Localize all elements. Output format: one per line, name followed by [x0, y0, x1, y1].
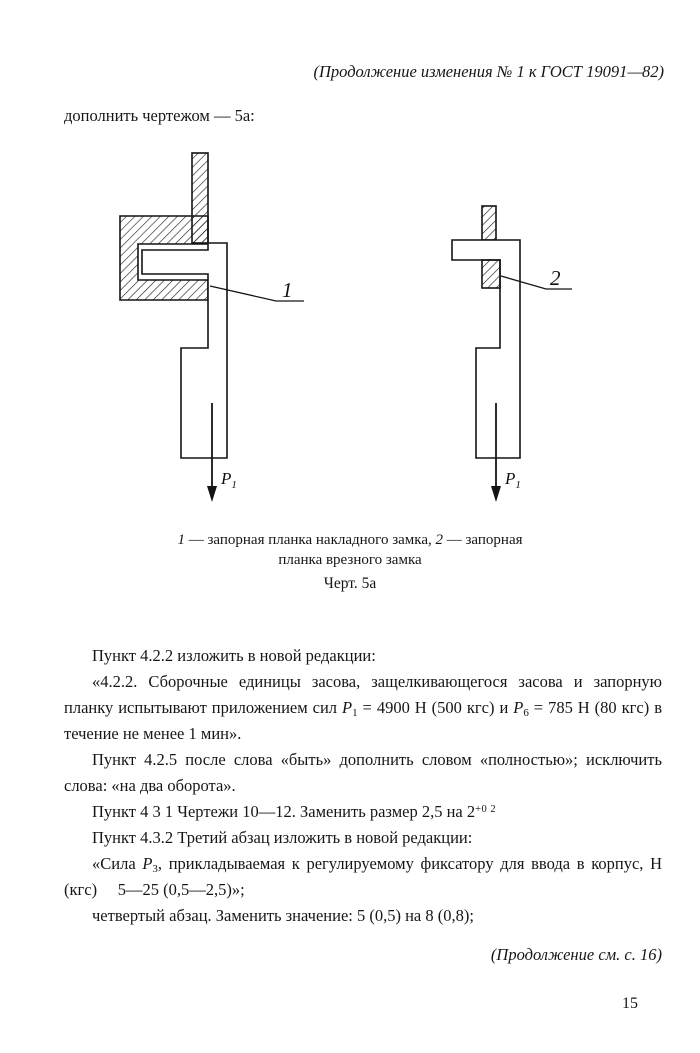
figure-5a: [0, 148, 700, 593]
paragraph: четвертый абзац. Заменить значение: 5 (0,5) на 8 (0,8);: [92, 906, 474, 925]
paragraph: Пункт 4.2.2 изложить в новой редакции:: [92, 646, 376, 665]
part-label-1: 1: [282, 278, 293, 302]
strike-plate-2: [482, 260, 500, 288]
frame-bar-right: [482, 206, 496, 240]
force-label-right: $P_1$: [505, 469, 521, 491]
continuation-footer: (Продолжение см. с. 16): [490, 945, 662, 964]
paragraph: «Сила $P_3$, прикладываемая к регулируемому фиксатору для ввода в корпус, Н (кгс) 5—25 (0,5—2,5)»;: [64, 854, 662, 899]
paragraph: Пункт 4 3 1 Чертежи 10—12. Заменить размер 2,5 на $2^{+0 2}$: [92, 802, 497, 821]
technical-drawing: [84, 148, 624, 516]
body-paragraphs: [0, 643, 700, 929]
force-arrowhead-left: [207, 486, 217, 502]
bolt-plate-left: [142, 243, 227, 458]
continuation-header: (Продолжение изменения № 1 к ГОСТ 19091—82): [313, 62, 664, 81]
paragraph: Пункт 4.2.5 после слова «быть» дополнить словом «полностью»; исключить слова: «на два оборота».: [64, 750, 662, 795]
frame-bar-left: [192, 153, 208, 243]
figure-caption: [0, 530, 700, 570]
paragraph: «4.2.2. Сборочные единицы засова, защелкивающегося засова и запорную планку испытывают приложением сил $P_1 = 4900$ Н (500 кгс) и $P_6 = 785$ Н (80 кгс) в течение не менее 1 мин».: [64, 672, 662, 743]
page-number: 15: [622, 995, 638, 1012]
paragraph: Пункт 4.3.2 Третий абзац изложить в новой редакции:: [92, 828, 473, 847]
figure-caption-line2: планка врезного замка: [278, 552, 422, 568]
amendment-intro: дополнить чертежом — 5а:: [64, 106, 255, 125]
part-label-2: 2: [550, 266, 561, 290]
figure-caption-line1: 1 — запорная планка накладного замка, 2 — запорная: [177, 532, 523, 548]
force-arrowhead-right: [491, 486, 501, 502]
force-label-left: $P_1$: [221, 469, 237, 491]
figure-number: Черт. 5а: [323, 575, 377, 592]
